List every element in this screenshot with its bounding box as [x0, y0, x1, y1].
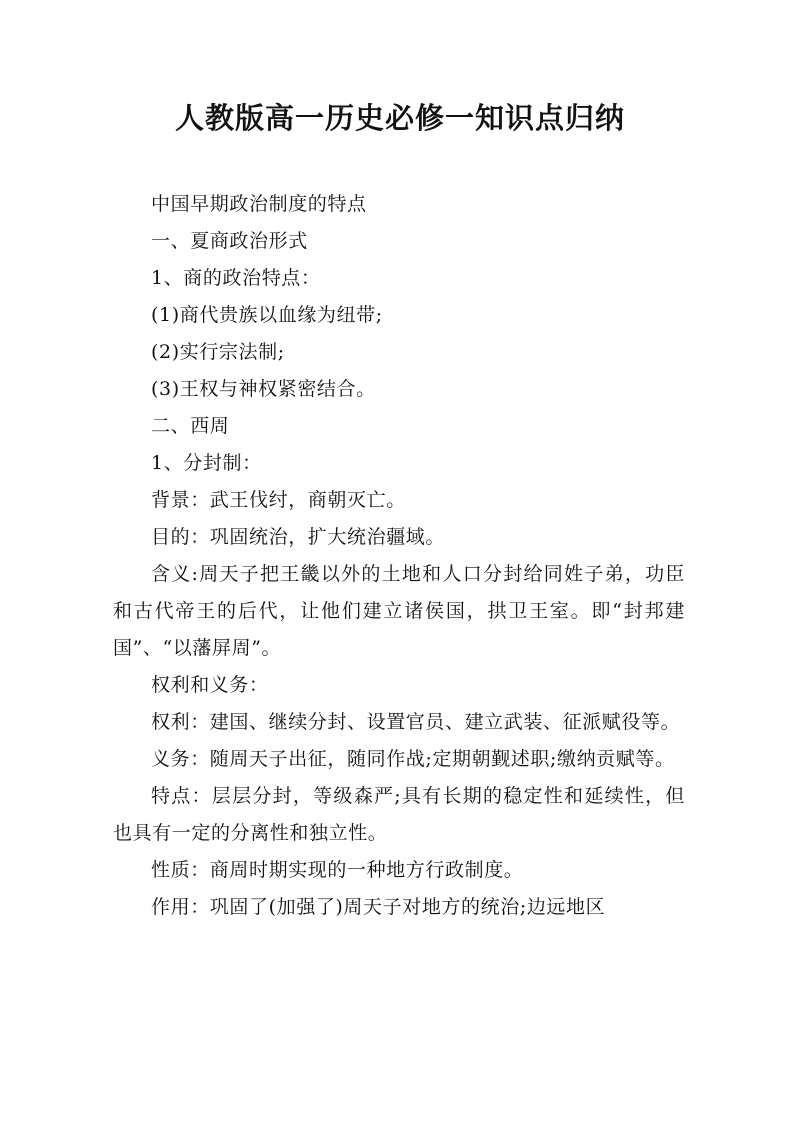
paragraph-duties: 义务：随周天子出征，随同作战;定期朝觐述职;缴纳贡赋等。 — [151, 748, 675, 770]
paragraph-nature: 性质：商周时期实现的一种地方行政制度。 — [151, 859, 524, 881]
paragraph-point-1: (1)商代贵族以血缘为纽带; — [151, 304, 383, 326]
paragraph-section-western-zhou: 二、西周 — [151, 415, 230, 437]
document-title: 人教版高一历史必修一知识点归纳 — [174, 101, 625, 135]
document-body — [113, 186, 685, 926]
paragraph-characteristics: 特点：层层分封，等级森严;具有长期的稳定性和延续性，但也具有一定的分离性和独立性。 — [113, 785, 685, 844]
paragraph-point-3: (3)王权与神权紧密结合。 — [151, 378, 376, 400]
paragraph-effect: 作用：巩固了(加强了)周天子对地方的统治;边远地区 — [151, 896, 606, 918]
paragraph-background: 背景：武王伐纣，商朝灭亡。 — [151, 489, 406, 511]
paragraph-shang-features: 1、商的政治特点： — [151, 267, 321, 289]
paragraph-heading-early-politics: 中国早期政治制度的特点 — [151, 193, 367, 215]
paragraph-fengjian: 1、分封制： — [151, 452, 262, 474]
paragraph-point-2: (2)实行宗法制; — [151, 341, 285, 363]
paragraph-rights: 权利：建国、继续分封、设置官员、建立武装、征派赋役等。 — [151, 711, 681, 733]
paragraph-rights-duties: 权利和义务： — [151, 674, 269, 696]
paragraph-section-xia-shang: 一、夏商政治形式 — [151, 230, 308, 252]
paragraph-purpose: 目的：巩固统治，扩大统治疆域。 — [151, 526, 446, 548]
paragraph-meaning: 含义:周天子把王畿以外的土地和人口分封给同姓子弟，功臣和古代帝王的后代，让他们建立诸侯国，拱卫王室。即“封邦建国”、“以藩屏周”。 — [113, 563, 685, 659]
